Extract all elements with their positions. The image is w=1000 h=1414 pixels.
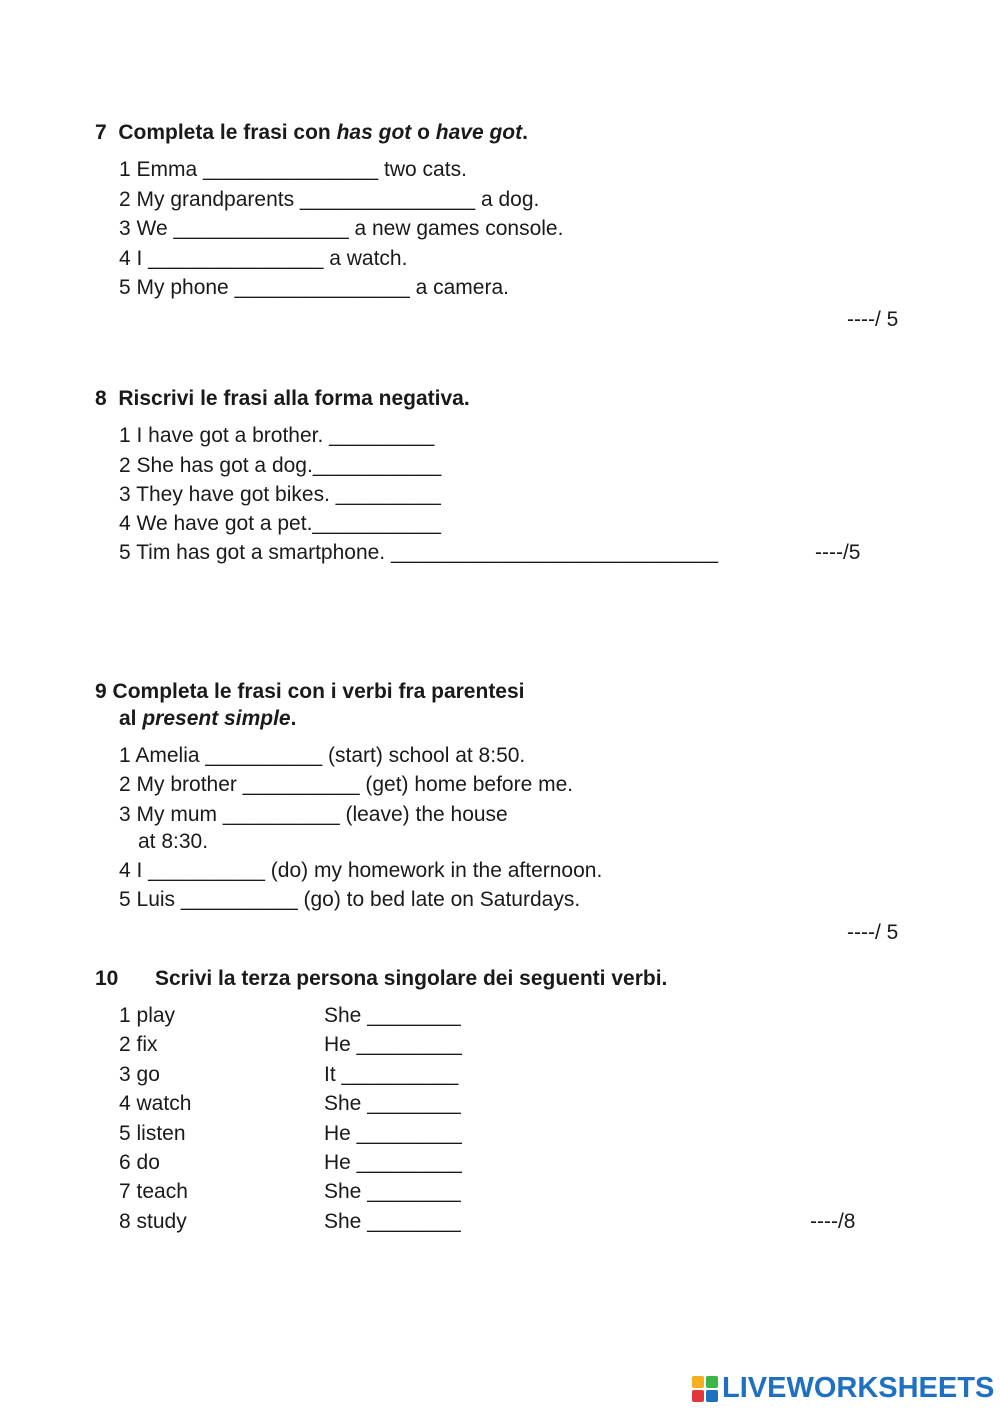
heading-text: .: [522, 121, 528, 144]
exercise-line: 3 We _______________ a new games console.: [119, 217, 564, 240]
liveworksheets-logo-icon: [692, 1376, 718, 1402]
section-number: 9: [95, 680, 107, 703]
exercise-line: 3 They have got bikes. _________: [119, 483, 441, 506]
heading-text: Riscrivi le frasi alla forma negativa.: [118, 387, 470, 410]
section-10-title: Scrivi la terza persona singolare dei seguenti verbi.: [155, 967, 668, 990]
verb-answer: She ________: [324, 1180, 461, 1203]
section-number: 7: [95, 121, 107, 144]
exercise-line: 4 I __________ (do) my homework in the afternoon.: [119, 859, 603, 882]
verb-item: 3 go: [119, 1063, 160, 1086]
exercise-line: 4 I _______________ a watch.: [119, 247, 408, 270]
exercise-line: 4 We have got a pet.___________: [119, 512, 441, 535]
section-9-heading-line2: [119, 707, 296, 731]
brand-name: LIVEWORKSHEETS: [722, 1372, 995, 1404]
liveworksheets-logo: [692, 1372, 994, 1405]
exercise-line: 2 My grandparents _______________ a dog.: [119, 188, 540, 211]
heading-text: Completa le frasi con i verbi fra parentesi: [112, 680, 525, 703]
verb-answer: He _________: [324, 1033, 462, 1056]
heading-emphasis: present simple: [142, 707, 291, 730]
exercise-line: 2 My brother __________ (get) home before me.: [119, 773, 574, 796]
exercise-line: 1 Emma _______________ two cats.: [119, 158, 467, 181]
exercise-line: 2 She has got a dog.___________: [119, 454, 442, 477]
section-number: 8: [95, 387, 107, 410]
section-10-heading: [95, 967, 118, 991]
verb-item: 2 fix: [119, 1033, 158, 1056]
score-box: ----/ 5: [847, 921, 899, 944]
exercise-line: 5 Luis __________ (go) to bed late on Saturdays.: [119, 888, 581, 911]
section-8-heading: [95, 387, 470, 411]
verb-answer: She ________: [324, 1210, 461, 1233]
heading-text: Completa le frasi con: [118, 121, 337, 144]
section-7-heading: [95, 121, 528, 145]
verb-item: 6 do: [119, 1151, 160, 1174]
verb-item: 8 study: [119, 1210, 187, 1233]
verb-item: 5 listen: [119, 1122, 186, 1145]
section-9-heading: [95, 680, 525, 704]
exercise-line-continuation: at 8:30.: [138, 830, 209, 853]
verb-item: 7 teach: [119, 1180, 188, 1203]
score-box: ----/5: [815, 541, 861, 564]
verb-answer: He _________: [324, 1151, 462, 1174]
exercise-line: 5 My phone _______________ a camera.: [119, 276, 509, 299]
verb-answer: She ________: [324, 1004, 461, 1027]
verb-answer: She ________: [324, 1092, 461, 1115]
exercise-line: 1 I have got a brother. _________: [119, 424, 435, 447]
exercise-line: 3 My mum __________ (leave) the house: [119, 803, 508, 826]
exercise-line: 1 Amelia __________ (start) school at 8:50.: [119, 744, 526, 767]
verb-answer: It __________: [324, 1063, 459, 1086]
section-number: 10: [95, 967, 119, 990]
heading-emphasis: has got: [336, 121, 412, 144]
heading-emphasis: have got: [435, 121, 523, 144]
heading-text: o: [411, 121, 436, 144]
exercise-line: 5 Tim has got a smartphone. ____________________________: [119, 541, 718, 564]
heading-text: al: [119, 707, 143, 730]
score-box: ----/8: [810, 1210, 856, 1233]
verb-item: 1 play: [119, 1004, 176, 1027]
heading-text: .: [290, 707, 297, 730]
score-box: ----/ 5: [847, 308, 899, 331]
verb-item: 4 watch: [119, 1092, 192, 1115]
verb-answer: He _________: [324, 1122, 462, 1145]
